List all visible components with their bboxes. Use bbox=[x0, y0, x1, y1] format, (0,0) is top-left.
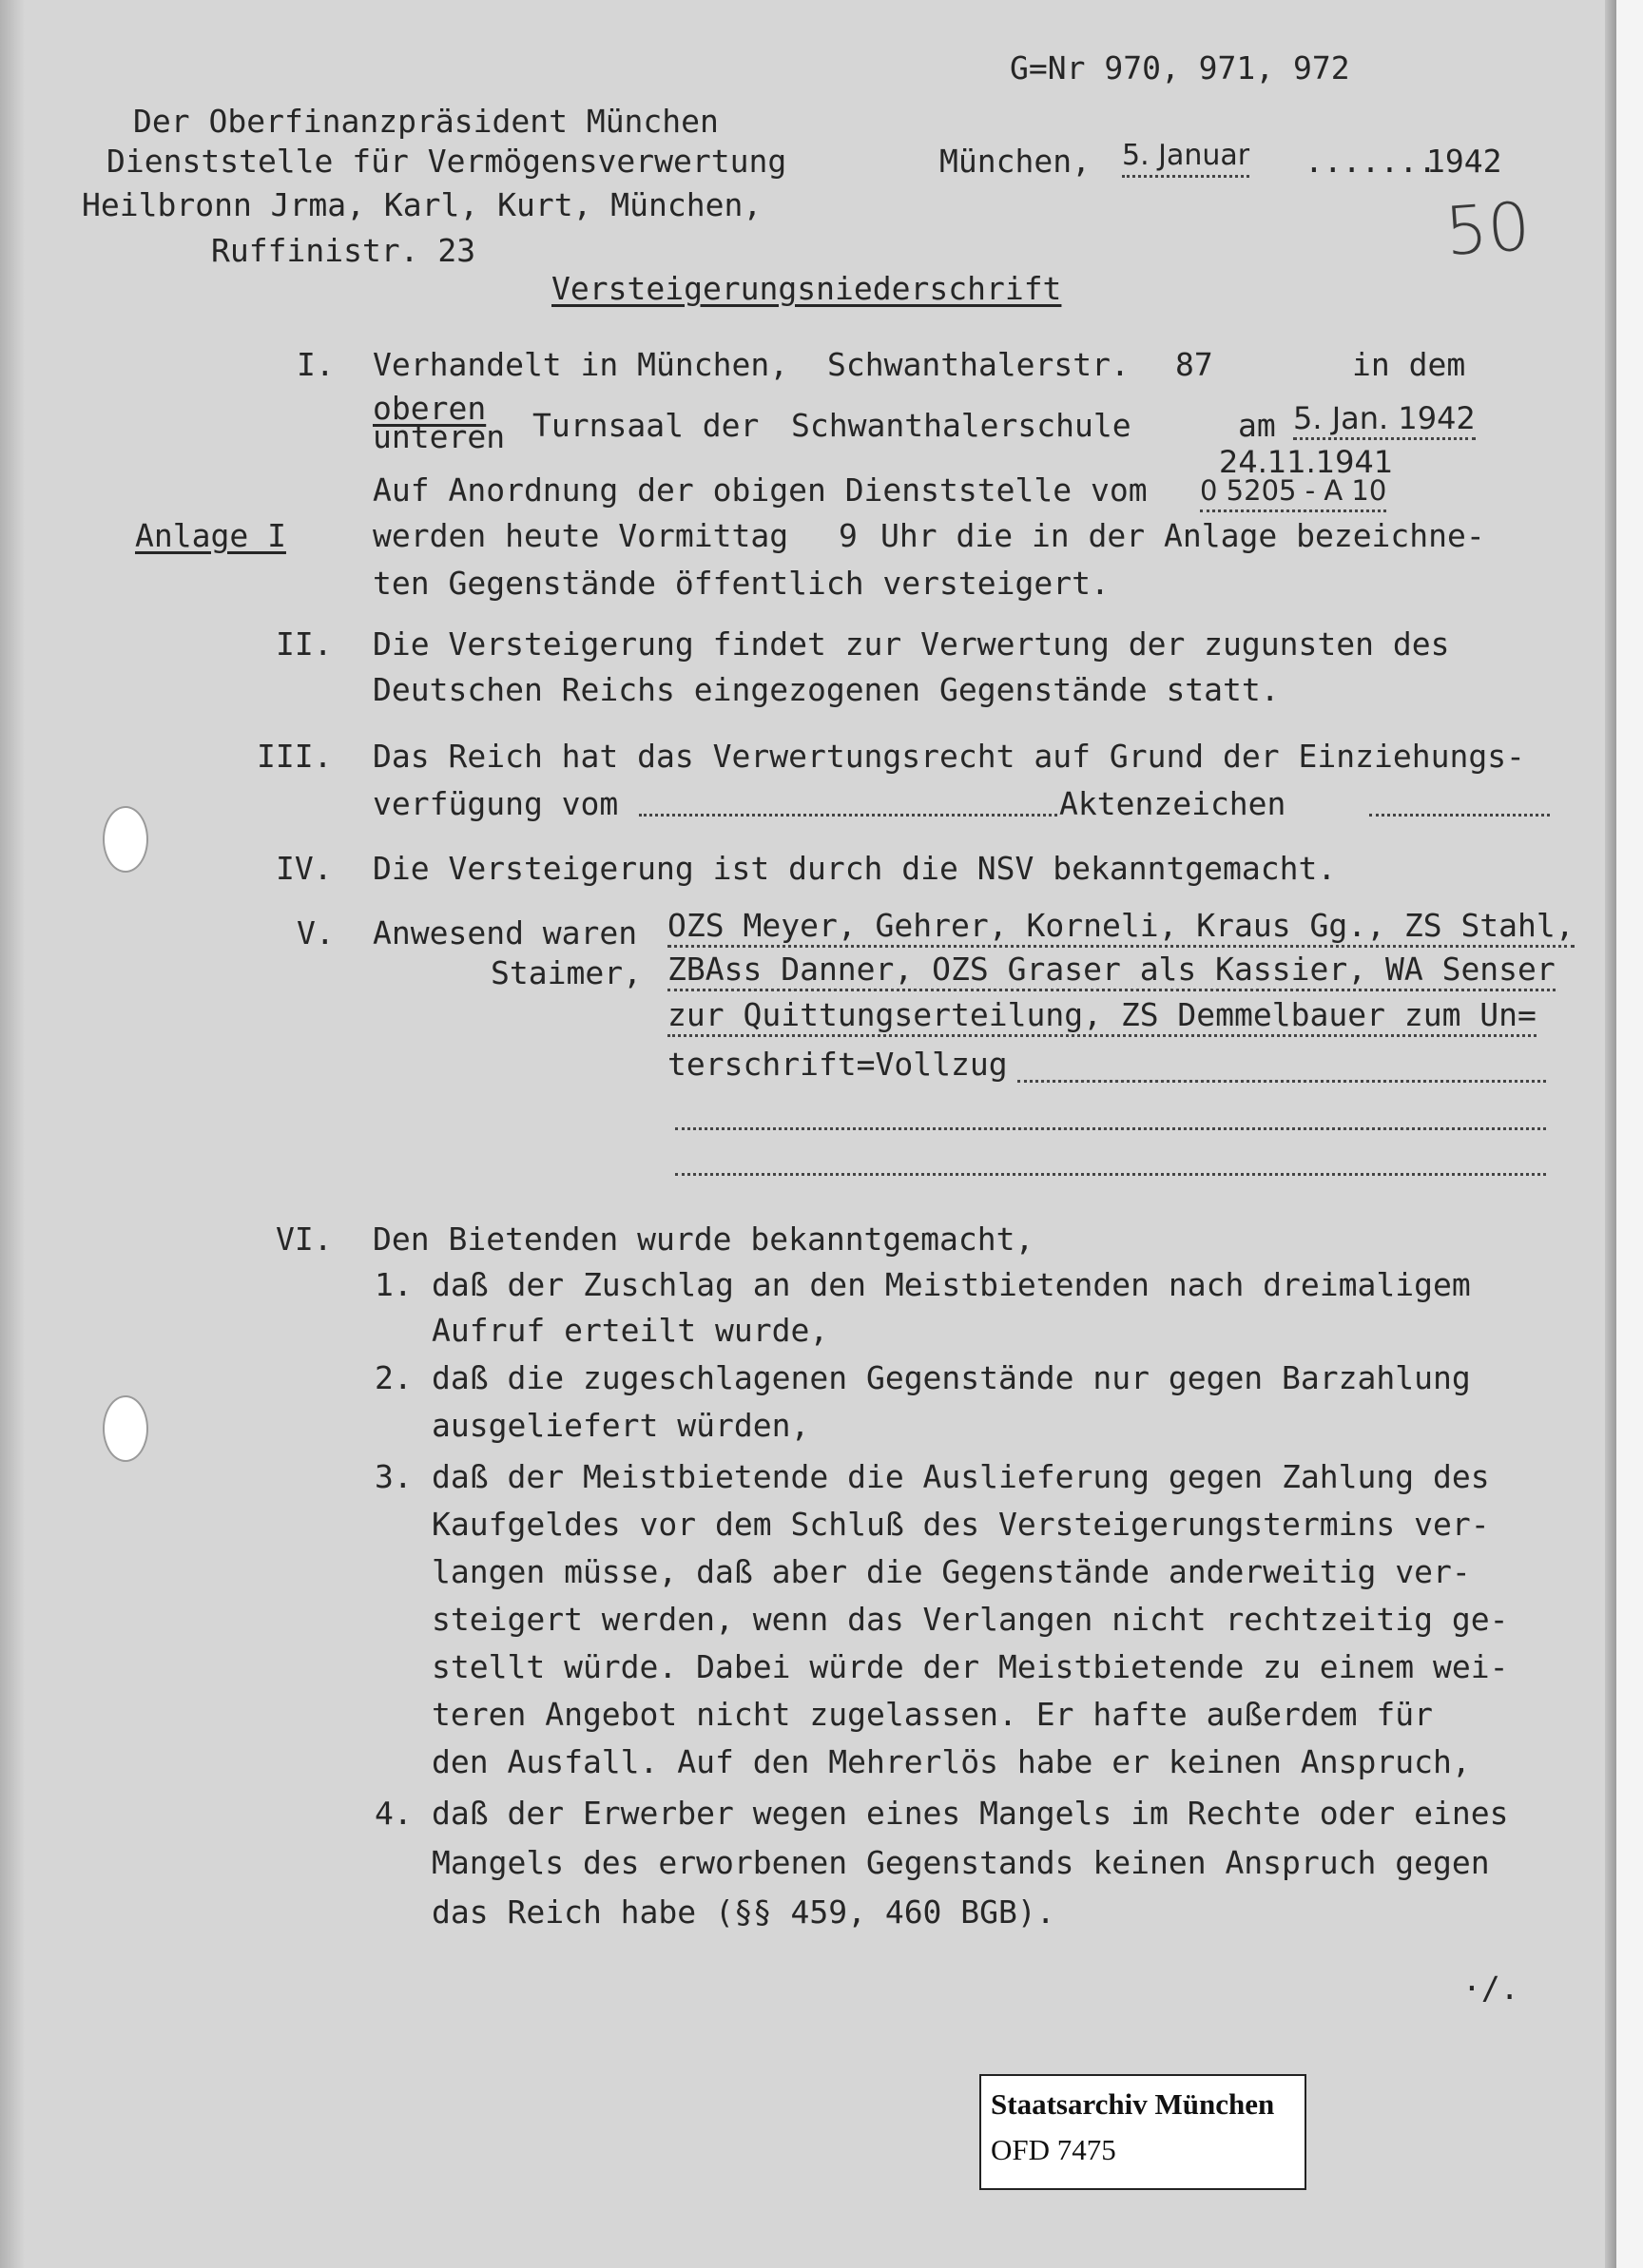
punch-hole-upper bbox=[103, 806, 148, 873]
section-v-label: Anwesend waren bbox=[373, 914, 638, 951]
item-2-line1: daß die zugeschlagenen Gegenstände nur gegen Barzahlung bbox=[432, 1359, 1471, 1396]
section-iii-line2-b: Aktenzeichen bbox=[1059, 785, 1286, 822]
section-i-line1-d: in dem bbox=[1352, 346, 1466, 383]
section-iv-numeral: IV. bbox=[276, 850, 333, 887]
item-1-line2: Aufruf erteilt wurde, bbox=[432, 1312, 829, 1349]
item-4-line1: daß der Erwerber wegen eines Mangels im Rechte oder eines bbox=[432, 1795, 1509, 1832]
section-i-numeral: I. bbox=[297, 346, 335, 383]
g-number: G=Nr 970, 971, 972 bbox=[1010, 49, 1350, 86]
archive-name: Staatsarchiv München bbox=[991, 2087, 1275, 2121]
item-3-line2: Kaufgeldes vor dem Schluß des Versteigerungstermins ver- bbox=[432, 1506, 1490, 1543]
section-i-line1-b: Schwanthalerstr. bbox=[827, 346, 1130, 383]
option-unteren: unteren bbox=[373, 418, 506, 455]
item-4-number: 4. bbox=[375, 1795, 413, 1832]
auction-date: 5. Jan. 1942 bbox=[1293, 399, 1476, 440]
attendees-line3: zur Quittungserteilung, ZS Demmelbauer zum Un= bbox=[667, 996, 1537, 1037]
punch-hole-lower bbox=[103, 1395, 148, 1462]
office-line-2: Dienststelle für Vermögensverwertung bbox=[106, 143, 787, 180]
section-v-numeral: V. bbox=[297, 914, 335, 951]
handwritten-number: 50 bbox=[1442, 186, 1533, 272]
section-i-line2-c: am bbox=[1238, 407, 1276, 444]
scan-background bbox=[1616, 0, 1643, 2268]
item-4-line2: Mangels des erworbenen Gegenstands keinen Anspruch gegen bbox=[432, 1844, 1490, 1881]
section-iii-numeral: III. bbox=[257, 738, 333, 775]
section-i-line4-b: 9 bbox=[839, 517, 858, 554]
date-dots: ....... bbox=[1305, 143, 1438, 180]
section-iii-line1: Das Reich hat das Verwertungsrecht auf Grund der Einziehungs- bbox=[373, 738, 1525, 775]
item-3-line6: teren Angebot nicht zugelassen. Er hafte außerdem für bbox=[432, 1696, 1433, 1733]
section-i-line2-a: Turnsaal der bbox=[532, 407, 760, 444]
dotted-blank-verfuegung bbox=[639, 814, 1057, 817]
section-i-line5: ten Gegenstände öffentlich versteigert. bbox=[373, 565, 1110, 602]
section-iii-line2-a: verfügung vom bbox=[373, 785, 619, 822]
item-2-number: 2. bbox=[375, 1359, 413, 1396]
section-i-line3: Auf Anordnung der obigen Dienststelle vom bbox=[373, 471, 1148, 509]
item-2-line2: ausgeliefert würden, bbox=[432, 1407, 810, 1444]
section-vi-numeral: VI. bbox=[276, 1220, 333, 1258]
section-ii-numeral: II. bbox=[276, 625, 333, 663]
dotted-blank-attendees-3 bbox=[675, 1173, 1546, 1176]
dotted-blank-attendees-2 bbox=[675, 1127, 1546, 1130]
dotted-blank-aktenzeichen bbox=[1369, 814, 1550, 817]
owner-line-2: Ruffinistr. 23 bbox=[211, 232, 476, 269]
page-left-shadow bbox=[0, 0, 25, 2268]
item-3-line3: langen müsse, daß aber die Gegenstände anderweitig ver- bbox=[432, 1553, 1471, 1590]
item-3-line4: steigert werden, wenn das Verlangen nicht rechtzeitig ge- bbox=[432, 1601, 1509, 1638]
option-oberen: oberen bbox=[373, 390, 487, 427]
section-i-line4-a: werden heute Vormittag bbox=[373, 517, 789, 554]
archive-stamp bbox=[979, 2074, 1306, 2190]
attendees-line2-b: ZBAss Danner, OZS Graser als Kassier, WA Senser bbox=[667, 951, 1556, 991]
attendees-line2-a: Staimer, bbox=[491, 954, 642, 991]
dotted-blank-attendees-1 bbox=[1017, 1080, 1546, 1083]
attendees-line4: terschrift=Vollzug bbox=[667, 1046, 1008, 1083]
section-i-line1-a: Verhandelt in München, bbox=[373, 346, 789, 383]
place-prefix: München, bbox=[939, 143, 1091, 180]
order-reference: 0 5205 - A 10 bbox=[1200, 471, 1386, 512]
item-3-number: 3. bbox=[375, 1458, 413, 1495]
continued-mark: ·/. bbox=[1462, 1970, 1519, 2007]
item-3-line7: den Ausfall. Auf den Mehrerlös habe er keinen Anspruch, bbox=[432, 1743, 1471, 1780]
section-i-line2-b: Schwanthalerschule bbox=[791, 407, 1131, 444]
date-handwritten: 5. Januar bbox=[1122, 137, 1249, 178]
item-1-line1: daß der Zuschlag an den Meistbietenden nach dreimaligem bbox=[432, 1266, 1471, 1303]
item-4-line3: das Reich habe (§§ 459, 460 BGB). bbox=[432, 1893, 1055, 1931]
archive-signature: OFD 7475 bbox=[991, 2133, 1116, 2166]
attendees-line1: OZS Meyer, Gehrer, Korneli, Kraus Gg., ZS Stahl, bbox=[667, 907, 1575, 948]
item-1-number: 1. bbox=[375, 1266, 413, 1303]
section-ii-line1: Die Versteigerung findet zur Verwertung der zugunsten des bbox=[373, 625, 1450, 663]
section-ii-line2: Deutschen Reichs eingezogenen Gegenstände statt. bbox=[373, 671, 1280, 708]
order-date: 24.11.1941 bbox=[1219, 444, 1394, 480]
page-edge-shadow bbox=[1605, 0, 1616, 2268]
owner-line-1: Heilbronn Jrma, Karl, Kurt, München, bbox=[82, 186, 763, 223]
section-i-line4-c: Uhr die in der Anlage bezeichne- bbox=[880, 517, 1485, 554]
margin-reference-anlage: Anlage I bbox=[135, 517, 286, 554]
section-iv-line1: Die Versteigerung ist durch die NSV bekanntgemacht. bbox=[373, 850, 1337, 887]
item-3-line1: daß der Meistbietende die Auslieferung gegen Zahlung des bbox=[432, 1458, 1490, 1495]
header-year: 1942 bbox=[1426, 143, 1502, 180]
section-i-line1-c: 87 bbox=[1175, 346, 1213, 383]
section-vi-intro: Den Bietenden wurde bekanntgemacht, bbox=[373, 1220, 1034, 1258]
office-line-1: Der Oberfinanzpräsident München bbox=[133, 103, 719, 140]
item-3-line5: stellt würde. Dabei würde der Meistbietende zu einem wei- bbox=[432, 1648, 1509, 1685]
document-title: Versteigerungsniederschrift bbox=[551, 270, 1062, 307]
